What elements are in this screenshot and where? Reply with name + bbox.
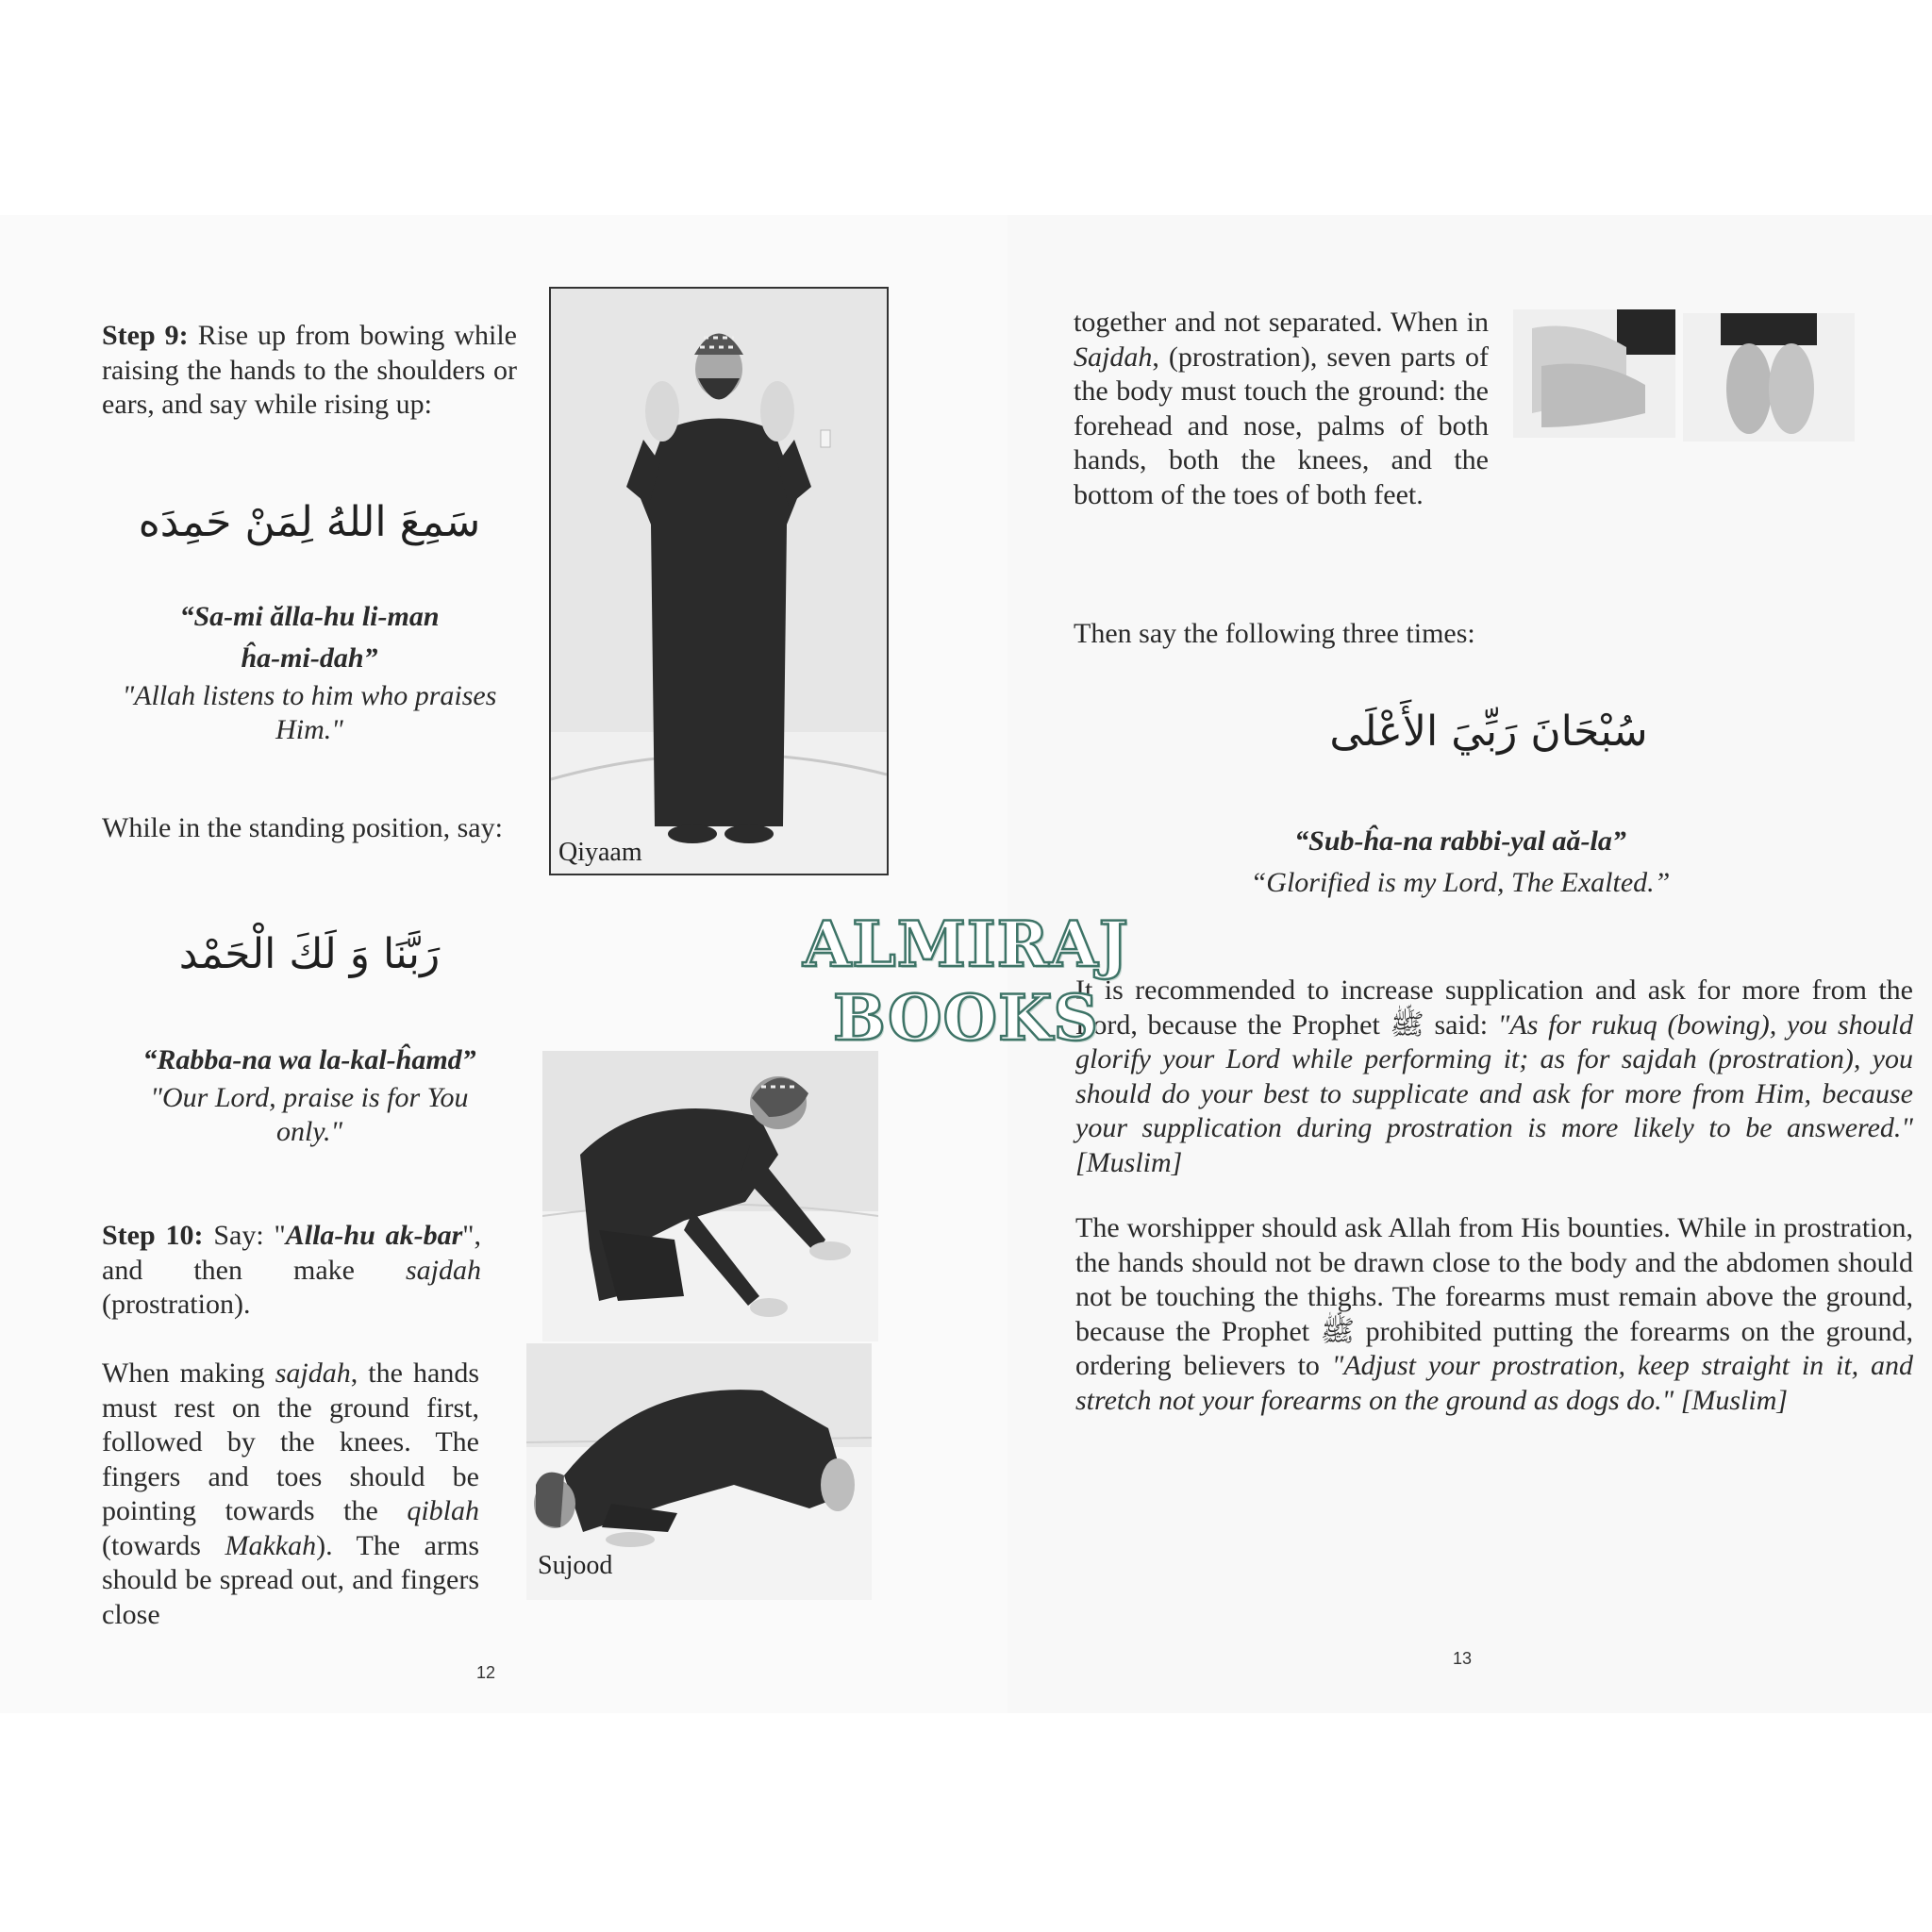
sajdah-term: sajdah [275,1357,351,1389]
transliteration-sami-allahu [102,596,517,679]
transliteration-subhana: “Sub-ĥa-na rabbi-yal aă-la” [1294,825,1626,857]
arabic-subhana: سُبْحَانَ رَبِّيَ الأَعْلَى [1329,708,1648,756]
continued-text-1: together and not separated. When in [1074,307,1489,338]
supplication-quote: "As for rukuq (bowing), you should glorify your Lord while performing it; as for sajdah (prostration), you should do your best to supplicate and ask for more from Him, because your supplication during prostration is more likely to be answered." [Muslim] [1075,1008,1913,1178]
qiyaam-figure [551,289,887,874]
translit-line-2: ĥa-mi-dah” [241,642,378,674]
feet-back-figure [1683,313,1855,441]
meaning-rabbana-line-2: only." [275,1116,343,1147]
meaning-line-1: "Allah listens to him who praises [122,680,497,711]
continued-sajdah: Sajdah [1074,341,1153,373]
makkah-term: Makkah [225,1529,317,1561]
meaning-rabbana-line-1: "Our Lord, praise is for You [150,1082,469,1113]
step10-label: Step 10: [102,1220,204,1251]
going-down-figure [542,1051,878,1341]
meaning-subhana: “Glorified is my Lord, The Exalted.” [1250,867,1671,898]
continued-text-2: , (prostration), seven parts of the body must touch the ground: the forehead and nose, palms of both hands, both the knees, and the bottom of the toes of both feet. [1074,341,1489,510]
photo-sujood [526,1343,872,1600]
worshipper-paragraph [1075,1211,1913,1418]
step9-text: Rise up from bowing while raising the hands to the shoulders or ears, and say while rising up: [102,320,517,420]
sajdah-paragraph [102,1357,479,1632]
translit-line-1: “Sa-mi ălla-hu li-man [179,601,440,632]
meaning-sami-allahu [102,679,517,747]
step9-label: Step 9: [102,320,189,351]
worshipper-quote: "Adjust your prostration, keep straight in it, and stretch not your forearms on the ground as dogs do." [Muslim] [1075,1350,1913,1416]
page-number-12: 12 [476,1663,496,1682]
step9-paragraph [102,319,517,423]
arabic-sami-allahu: سَمِعَ اللهُ لِمَنْ حَمِدَه [138,498,481,546]
continued-paragraph [1074,306,1489,512]
step10-rest: ", and then make [102,1220,481,1286]
photo-qiyaam [549,287,889,875]
sajdah-text-1: When making [102,1357,275,1389]
sajdah-text-3: (towards [102,1529,225,1561]
supplication-text: It is recommended to increase supplication and ask for more from the Lord, because the Prophet ﷺ said: [1075,974,1913,1041]
page-number-13: 13 [1453,1649,1473,1668]
step10-sajdah: sajdah [405,1254,481,1286]
worshipper-text: The worshipper should ask Allah from His bounties. While in prostration, the hands should not be drawn close to the body and the abdomen should not be touching the thighs. The forearms must remain above the ground, because the Prophet ﷺ prohibited putting the forearms on the ground, ordering believers to [1075,1212,1913,1381]
transliteration-rabbana: “Rabba-na wa la-kal-ĥamd” [142,1044,476,1075]
caption-sujood: Sujood [538,1551,613,1580]
arabic-rabbana: رَبَّنَا وَ لَكَ الْحَمْد [178,930,441,978]
meaning-rabbana [102,1081,517,1149]
sajdah-text-2: , the hands must rest on the ground first, followed by the knees. The fingers and toes should be pointing towards the [102,1357,479,1526]
step10-paragraph [102,1219,481,1323]
step10-allahu-akbar: Alla-hu ak-bar [285,1220,463,1251]
then-say-text: Then say the following three times: [1074,618,1475,649]
caption-qiyaam: Qiyaam [558,838,642,867]
photo-feet-back [1683,313,1855,441]
sajdah-text-4: ). The arms should be spread out, and fingers close [102,1529,479,1630]
feet-side-figure [1513,309,1675,438]
photo-feet-side [1513,309,1675,438]
photo-going-down [542,1051,878,1341]
standing-paragraph: While in the standing position, say: [102,812,503,843]
meaning-line-2: Him." [275,714,343,745]
step10-say: Say: " [213,1220,286,1251]
step10-paren: (prostration). [102,1289,251,1320]
qiblah-term: qiblah [407,1495,479,1526]
watermark-almiraj-books: ALMIRAJ BOOKS [803,908,1129,1055]
